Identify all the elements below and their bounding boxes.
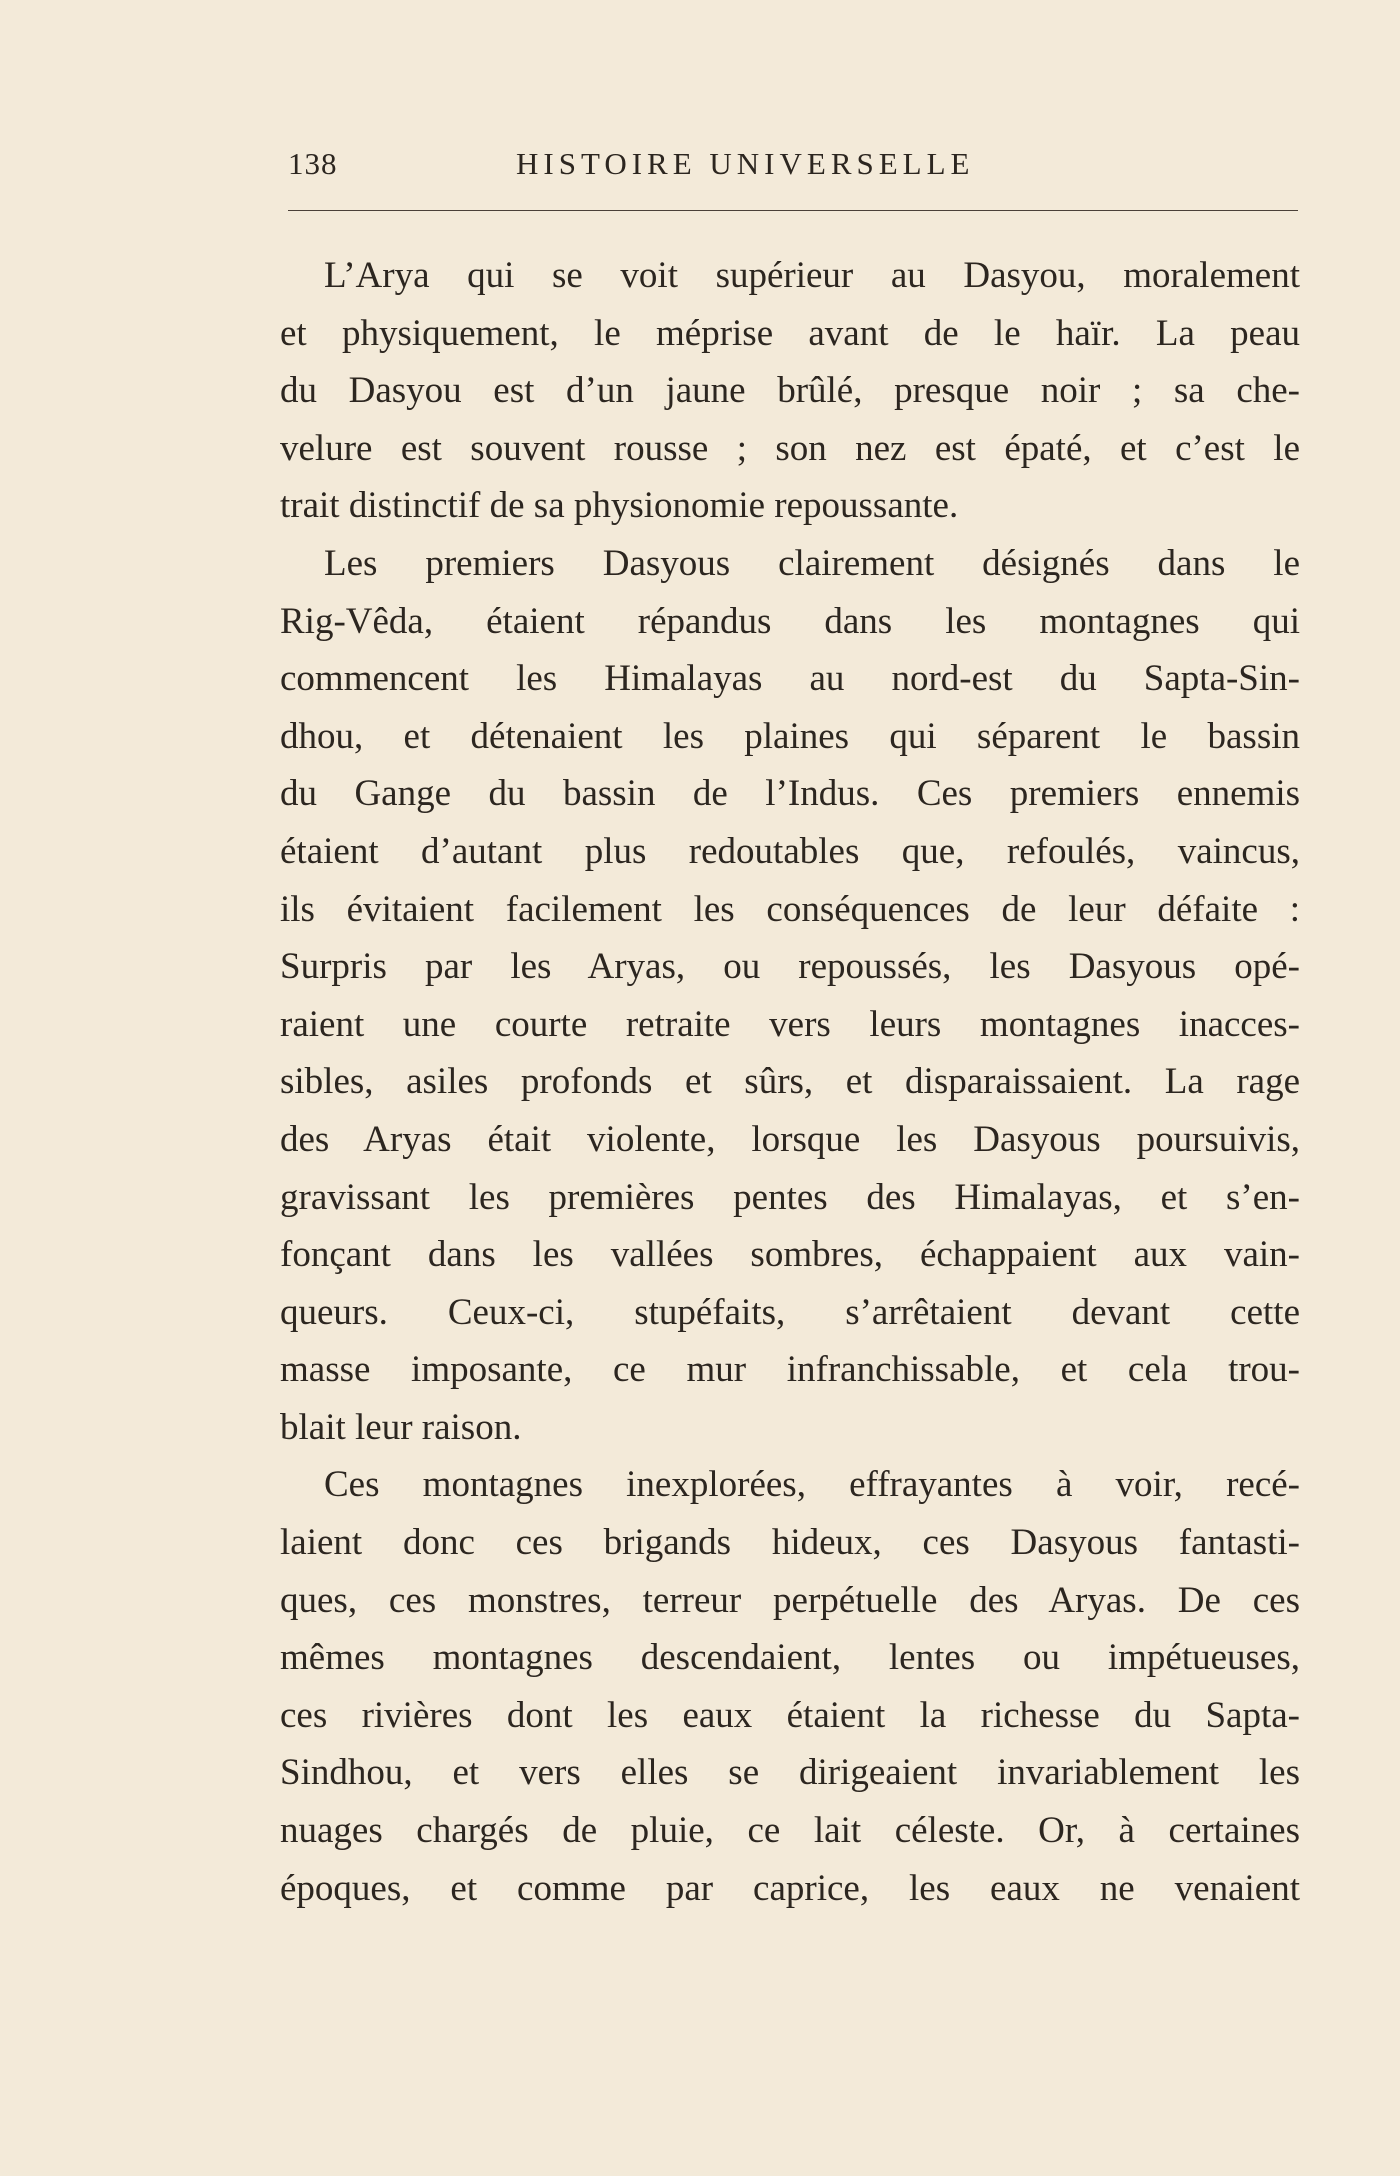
text-line: L’Arya qui se voit supérieur au Dasyou, moralement (324, 255, 1300, 296)
body-text (280, 247, 1300, 1917)
text-line: étaient d’autant plus redoutables que, refoulés, vaincus, (280, 830, 1300, 872)
text-line: ques, ces monstres, terreur perpétuelle des Aryas. De ces (280, 1579, 1300, 1621)
text-line: du Dasyou est d’un jaune brûlé, presque noir ; sa che- (280, 370, 1300, 412)
text-line: Ces montagnes inexplorées, effrayantes à voir, recé- (324, 1464, 1300, 1506)
text-line: ces rivières dont les eaux étaient la richesse du Sapta- (280, 1694, 1300, 1736)
running-head: HISTOIRE UNIVERSELLE (516, 146, 975, 181)
text-line: laient donc ces brigands hideux, ces Dasyous fantasti- (280, 1522, 1300, 1564)
text-line: velure est souvent rousse ; son nez est épaté, et c’est le (280, 427, 1300, 469)
text-line: commencent les Himalayas au nord-est du Sapta-Sin- (280, 658, 1300, 700)
text-line: gravissant les premières pentes des Himalayas, et s’en- (280, 1176, 1300, 1218)
text-line: fonçant dans les vallées sombres, échappaient aux vain- (280, 1234, 1300, 1276)
text-line: et physiquement, le méprise avant de le haïr. La peau (280, 312, 1300, 354)
text-line: blait leur raison. (280, 1406, 522, 1448)
text-line: Surpris par les Aryas, ou repoussés, les Dasyous opé- (280, 946, 1300, 988)
text-line: dhou, et détenaient les plaines qui séparent le bassin (280, 715, 1300, 757)
text-line: queurs. Ceux-ci, stupéfaits, s’arrêtaient devant cette (280, 1291, 1300, 1333)
text-line: Rig-Vêda, étaient répandus dans les montagnes qui (280, 600, 1300, 642)
text-line: trait distinctif de sa physionomie repoussante. (280, 485, 959, 527)
text-line: des Aryas était violente, lorsque les Dasyous poursuivis, (280, 1118, 1300, 1160)
text-line: Les premiers Dasyous clairement désignés dans le (324, 542, 1300, 584)
text-line: Sindhou, et vers elles se dirigeaient invariablement les (280, 1752, 1300, 1794)
header-rule (288, 210, 1298, 211)
text-line: nuages chargés de pluie, ce lait céleste. Or, à certaines (280, 1810, 1300, 1852)
text-line: mêmes montagnes descendaient, lentes ou impétueuses, (280, 1637, 1300, 1679)
page-number: 138 (288, 146, 338, 181)
text-line: du Gange du bassin de l’Indus. Ces premiers ennemis (280, 773, 1300, 815)
text-line: sibles, asiles profonds et sûrs, et disparaissaient. La rage (280, 1061, 1300, 1103)
text-line: époques, et comme par caprice, les eaux ne venaient (280, 1867, 1300, 1909)
page-header (288, 146, 1298, 190)
text-line: raient une courte retraite vers leurs montagnes inacces- (280, 1003, 1300, 1045)
text-line: ils évitaient facilement les conséquences de leur défaite : (280, 888, 1300, 930)
text-line: masse imposante, ce mur infranchissable, et cela trou- (280, 1349, 1300, 1391)
